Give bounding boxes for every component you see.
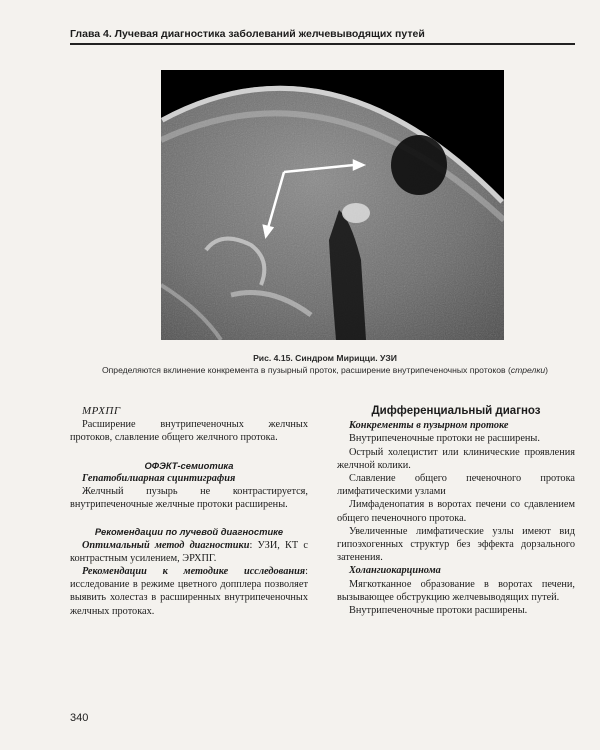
figure-title: Рис. 4.15. Синдром Мирицци. УЗИ (253, 353, 397, 363)
hepato-text: Желчный пузырь не контрастируется, внутрипеченочные желчные протоки расширены. (70, 486, 308, 511)
konk-heading: Конкременты в пузырном протоке (349, 420, 509, 432)
page-number: 340 (70, 712, 89, 724)
caption-italic: стрелки (510, 365, 546, 375)
ultrasound-figure (161, 70, 504, 340)
konk-p5: Увеличенные лимфатические узлы имеют вид гипоэхогенных структур без эффекта дорзального затенения. (337, 525, 575, 564)
konk-p4: Лимфаденопатия в воротах печени со сдавлением общего печеночного протока. (337, 499, 575, 524)
konk-p2: Острый холецистит или клинические проявления желчной колики. (337, 446, 575, 471)
optimal-method-paragraph (70, 539, 308, 565)
left-column (70, 405, 308, 618)
ultrasound-image (161, 70, 504, 340)
chol-p1: Мягкотканное образование в воротах печени, вызывающее обструкцию желчевыводящих путей. (337, 578, 575, 603)
ofekt-heading: ОФЭКТ-семиотика (144, 459, 234, 471)
method-label: Рекомендации к методике исследования (82, 566, 306, 578)
mrhpg-heading: МРХПГ (82, 405, 121, 417)
mrhpg-text: Расширение внутрипеченочных желчных протоков, славление общего желчного протока. (70, 419, 308, 444)
method-text: : исследование в режиме цветного допплера позволяет выявить холестаз в расширенных внутрипеченочных желчных протоках. (70, 566, 308, 617)
chol-p2: Внутрипеченочные протоки расширены. (349, 605, 528, 617)
running-header: Глава 4. Лучевая диагностика заболеваний желчевыводящих путей (70, 28, 575, 45)
hepato-heading: Гепатобилиарная сцинтиграфия (82, 472, 236, 484)
optimal-method-text: : УЗИ, КТ с контрастным усилением, ЭРХПГ. (70, 539, 308, 564)
differential-heading: Дифференциальный диагноз (371, 405, 541, 417)
recommendations-heading: Рекомендации по лучевой диагностике (94, 526, 284, 538)
caption-text: Определяются вклинение конкремента в пузырный проток, расширение внутрипеченочных протоков ( (101, 365, 511, 375)
caption-end: ) (545, 365, 549, 375)
right-column (337, 405, 575, 617)
konk-p1: Внутрипеченочные протоки не расширены. (349, 433, 540, 445)
optimal-method-label: Оптимальный метод диагностики (82, 539, 250, 551)
konk-p3: Славление общего печеночного протока лимфатическими узлами (337, 473, 575, 498)
figure-caption (90, 352, 560, 376)
chol-heading: Холангиокарцинома (349, 565, 441, 577)
method-paragraph (70, 565, 308, 618)
